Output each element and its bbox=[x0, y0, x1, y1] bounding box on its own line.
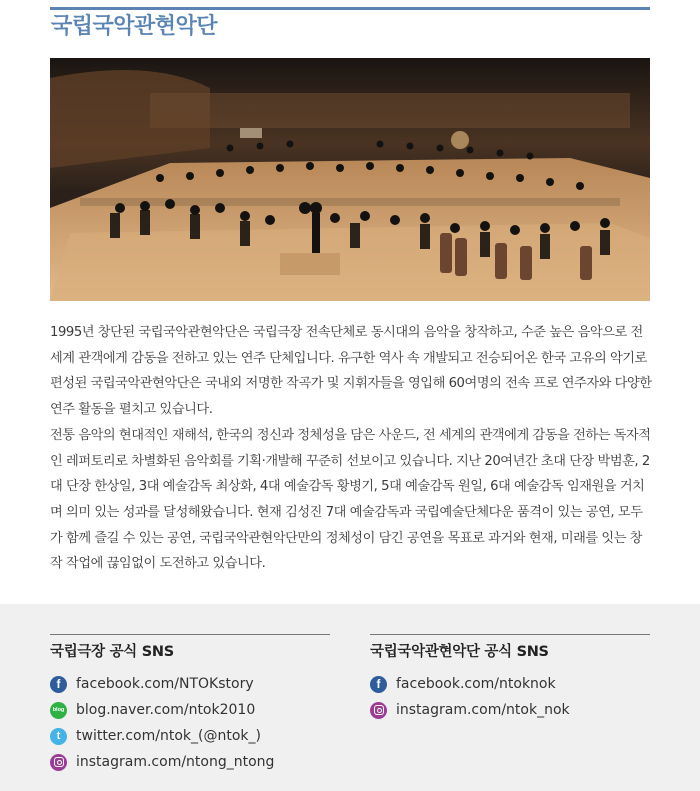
facebook-icon: f bbox=[50, 676, 67, 693]
sns-link-facebook[interactable] bbox=[370, 671, 650, 697]
sns-link-instagram[interactable] bbox=[50, 749, 330, 775]
instagram-icon bbox=[370, 702, 387, 719]
description-text bbox=[50, 320, 652, 577]
description-paragraph-2: 전통 음악의 현대적인 재해석, 한국의 정신과 정체성을 담은 사운드, 전 세계의 관객에게 감동을 전하는 독자적인 레퍼토리로 차별화된 음악회를 기획·개발해 꾸준히 선보이고 있습니다. 지난 20여년간 초대 단장 박범훈, 2대 단장 한상일, 3대 예술감독 최상화, 4대 예술감독 황병기, 5대 예술감독 원일, 6대 예술감독 임재원을 거치며 의미 있는 성과를 달성해왔습니다. 현재 김성진 7대 예술감독과 국립예술단체다운 품격이 있는 공연, 모두가 함께 즐길 수 있는 공연, 국립국악관현악단만의 정체성이 담긴 공연을 목표로 과거와 현재, 미래를 잇는 창작 작업에 끊임없이 도전하고 있습니다. bbox=[50, 427, 651, 572]
sns-link-text: instagram.com/ntok_nok bbox=[396, 702, 570, 718]
theater-sns-heading: 국립극장 공식 SNS bbox=[50, 634, 330, 667]
orchestra-sns-section bbox=[370, 634, 650, 723]
sns-link-facebook[interactable] bbox=[50, 671, 330, 697]
sns-link-text: facebook.com/ntoknok bbox=[396, 676, 556, 692]
blog-icon: blog bbox=[50, 702, 67, 719]
title-rule bbox=[50, 7, 650, 10]
orchestra-sns-heading: 국립국악관현악단 공식 SNS bbox=[370, 634, 650, 667]
sns-link-text: blog.naver.com/ntok2010 bbox=[76, 702, 256, 718]
sns-footer bbox=[0, 604, 700, 791]
sns-link-text: facebook.com/NTOKstory bbox=[76, 676, 254, 692]
theater-sns-section bbox=[50, 634, 330, 775]
orchestra-photo bbox=[50, 58, 650, 301]
sns-link-instagram[interactable] bbox=[370, 697, 650, 723]
sns-link-twitter[interactable] bbox=[50, 723, 330, 749]
sns-link-text: instagram.com/ntong_ntong bbox=[76, 754, 275, 770]
page-title: 국립국악관현악단 bbox=[51, 14, 218, 39]
description-paragraph-1: 1995년 창단된 국립국악관현악단은 국립극장 전속단체로 동시대의 음악을 창작하고, 수준 높은 음악으로 전 세계 관객에게 감동을 전하고 있는 연주 단체입니다. 유구한 역사 속 개발되고 전승되어온 한국 고유의 악기로 편성된 국립국악관현악단은 국내외 저명한 작곡가 및 지휘자들을 영입해 60여명의 전속 프로 연주자와 다양한 연주 활동을 펼치고 있습니다. bbox=[50, 325, 652, 418]
facebook-icon: f bbox=[370, 676, 387, 693]
sns-link-blog[interactable] bbox=[50, 697, 330, 723]
sns-link-text: twitter.com/ntok_(@ntok_) bbox=[76, 728, 261, 744]
instagram-icon bbox=[50, 754, 67, 771]
twitter-icon: t bbox=[50, 728, 67, 745]
